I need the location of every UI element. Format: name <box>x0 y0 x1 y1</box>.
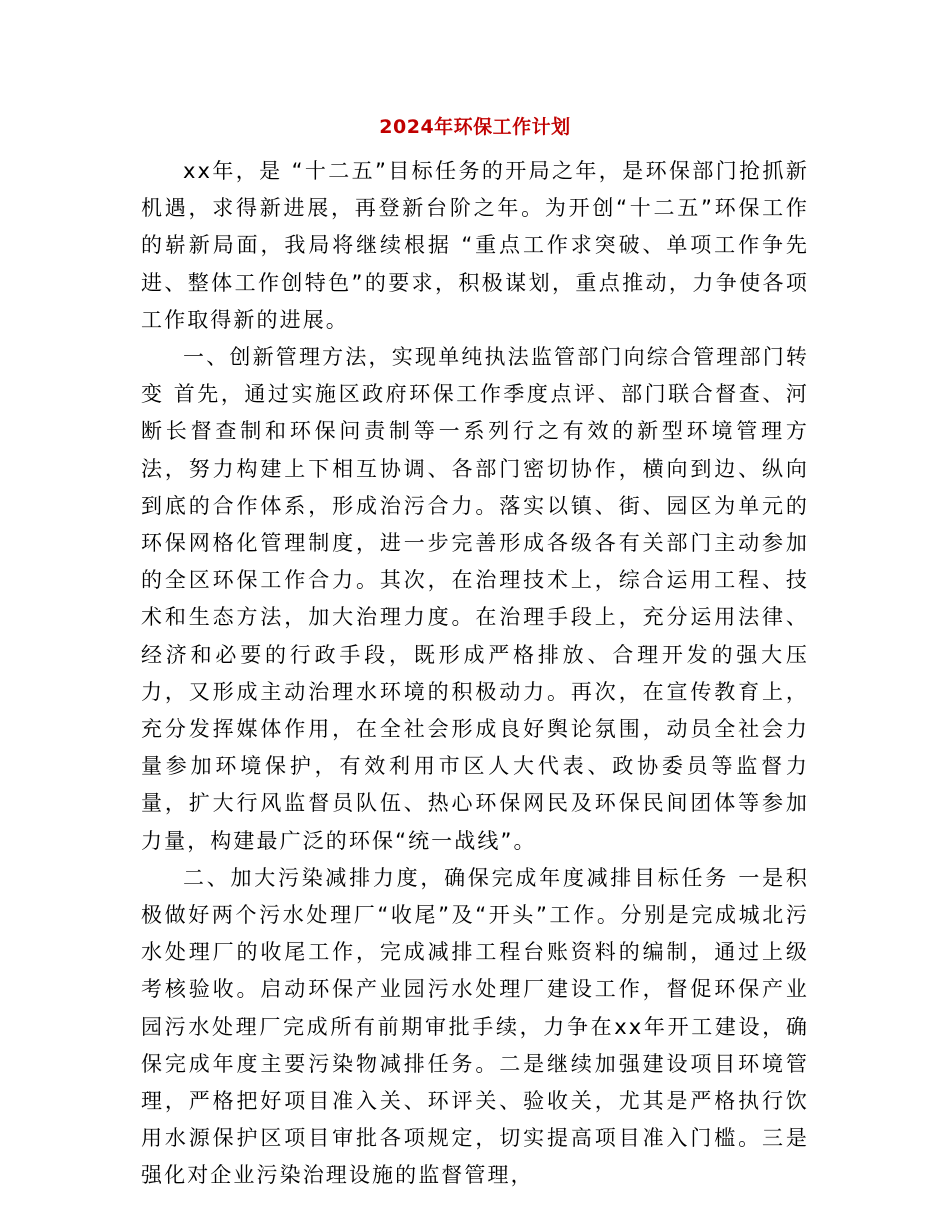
paragraph-section-one: 一、创新管理方法，实现单纯执法监管部门向综合管理部门转变 首先，通过实施区政府环保工作季度点评、部门联合督查、河断长督查制和环保问责制等一系列行之有效的新型环境管理方法，努力构建上下相互协调、各部门密切协作，横向到边、纵向到底的合作体系，形成治污合力。落实以镇、街、园区为单元的环保网格化管理制度，进一步完善形成各级各有关部门主动参加的全区环保工作合力。其次，在治理技术上，综合运用工程、技术和生态方法，加大治理力度。在治理手段上，充分运用法律、经济和必要的行政手段，既形成严格排放、合理开发的强大压力，又形成主动治理水环境的积极动力。再次，在宣传教育上，充分发挥媒体作用，在全社会形成良好舆论氛围，动员全社会力量参加环境保护，有效利用市区人大代表、政协委员等监督力量，扩大行风监督员队伍、热心环保网民及环保民间团体等参加力量，构建最广泛的环保“统一战线”。 <box>141 345 809 853</box>
paragraph-section-two: 二、加大污染减排力度，确保完成年度减排目标任务 一是积极做好两个污水处理厂“收尾”及“开头”工作。分别是完成城北污水处理厂的收尾工作，完成减排工程台账资料的编制，通过上级考核验收。启动环保产业园污水处理厂建设工作，督促环保产业园污水处理厂完成所有前期审批手续，力争在xx年开工建设，确保完成年度主要污染物减排任务。二是继续加强建设项目环境管理，严格把好项目准入关、环评关、验收关，尤其是严格执行饮用水源保护区项目审批各项规定，切实提高项目准入门槛。三是强化对企业污染治理设施的监督管理， <box>141 865 809 1188</box>
document-body <box>141 153 809 1195</box>
paragraph-intro: xx年，是 “十二五”目标任务的开局之年，是环保部门抢抓新机遇，求得新进展，再登新台阶之年。为开创“十二五”环保工作的崭新局面，我局将继续根据 “重点工作求突破、单项工作争先进、整体工作创特色”的要求，积极谋划，重点推动，力争使各项工作取得新的进展。 <box>141 159 809 332</box>
document-title: 2024年环保工作计划 <box>379 116 571 138</box>
